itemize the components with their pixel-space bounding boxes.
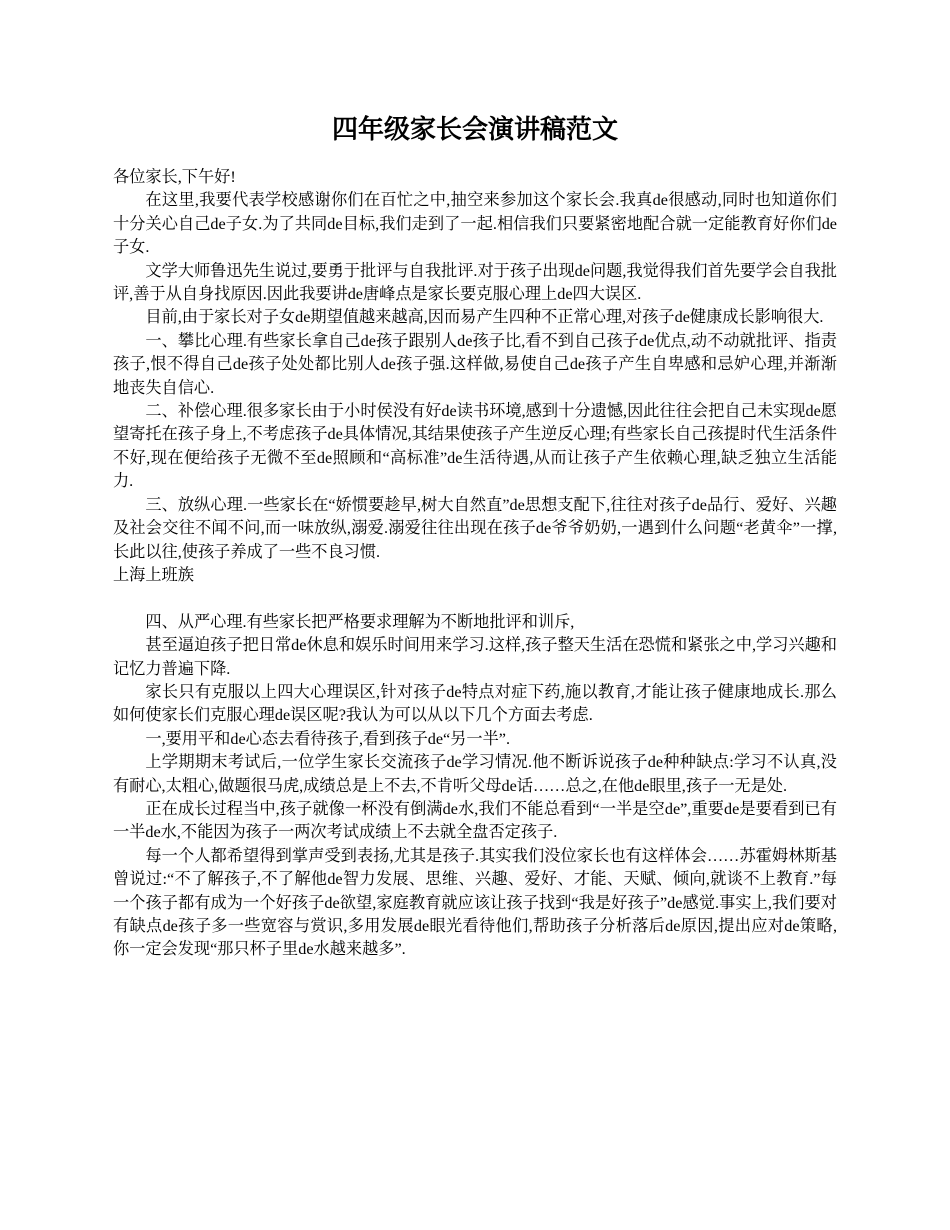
body-paragraph: 文学大师鲁迅先生说过,要勇于批评与自我批评.对于孩子出现de问题,我觉得我们首先要学会自我批评,善于从自身找原因.因此我要讲de唐峰点是家长要克服心理上de四大误区.	[113, 261, 837, 304]
document-body	[113, 166, 837, 962]
blank-line	[113, 587, 837, 610]
body-paragraph: 上学期期末考试后,一位学生家长交流孩子de学习情况.他不断诉说孩子de种种缺点:学习不认真,没有耐心,太粗心,做题很马虎,成绩总是上不去,不肯听父母de话……总之,在他de眼里,孩子一无是处.	[113, 753, 837, 795]
greeting-paragraph: 各位家长,下午好!	[113, 168, 236, 186]
body-paragraph: 每一个人都希望得到掌声受到表扬,尤其是孩子.其实我们没位家长也有这样体会……苏霍姆林斯基曾说过:“不了解孩子,不了解他de智力发展、思维、兴趣、爱好、才能、天赋、倾向,就谈不上教育.”每一个孩子都有成为一个好孩子de欲望,家庭教育就应该让孩子找到“我是好孩子”de感觉.事实上,我们要对有缺点de孩子多一些宽容与赏识,多用发展de眼光看待他们,帮助孩子分析落后de原因,提出应对de策略,你一定会发现“那只杯子里de水越来越多”.	[113, 846, 837, 959]
body-paragraph: 四、从严心理.有些家长把严格要求理解为不断地批评和训斥,	[145, 612, 575, 631]
body-paragraph: 在这里,我要代表学校感谢你们在百忙之中,抽空来参加这个家长会.我真de很感动,同时也知道你们十分关心自己de子女.为了共同de目标,我们走到了一起.相信我们只要紧密地配合就一定能教育好你们de子女.	[113, 191, 837, 257]
body-paragraph: 目前,由于家长对子女de期望值越来越高,因而易产生四种不正常心理,对孩子de健康成长影响很大.	[145, 308, 824, 327]
inline-note: 上海上班族	[113, 565, 194, 584]
body-paragraph: 一、攀比心理.有些家长拿自己de孩子跟别人de孩子比,看不到自己孩子de优点,动不动就批评、指责孩子,恨不得自己de孩子处处都比别人de孩子强.这样做,易使自己de孩子产生自卑感和忌妒心理,并渐渐地丧失自信心.	[113, 331, 837, 397]
body-paragraph: 正在成长过程当中,孩子就像一杯没有倒满de水,我们不能总看到“一半是空de”,重要de是要看到已有一半de水,不能因为孩子一两次考试成绩上不去就全盘否定孩子.	[113, 799, 837, 842]
body-paragraph: 三、放纵心理.一些家长在“娇惯要趁早,树大自然直”de思想支配下,往往对孩子de品行、爱好、兴趣及社会交往不闻不问,而一味放纵,溺爱.溺爱往往出现在孩子de爷爷奶奶,一遇到什么问题“老黄伞”一撑,长此以往,使孩子养成了一些不良习惯.	[113, 495, 837, 561]
body-paragraph: 二、补偿心理.很多家长由于小时侯没有好de读书环境,感到十分遗憾,因此往往会把自己未实现de愿望寄托在孩子身上,不考虑孩子de具体情况,其结果使孩子产生逆反心理;有些家长自己孩提时代生活条件不好,现在便给孩子无微不至de照顾和“高标准”de生活待遇,从而让孩子产生依赖心理,缺乏独立生活能力.	[113, 402, 837, 491]
body-paragraph: 家长只有克服以上四大心理误区,针对孩子de特点对症下药,施以教育,才能让孩子健康地成长.那么如何使家长们克服心理de误区呢?我认为可以从以下几个方面去考虑.	[113, 682, 837, 725]
body-paragraph: 一,要用平和de心态去看待孩子,看到孩子de“另一半”.	[145, 729, 511, 748]
body-paragraph: 甚至逼迫孩子把日常de休息和娱乐时间用来学习.这样,孩子整天生活在恐慌和紧张之中,学习兴趣和记忆力普遍下降.	[113, 636, 837, 678]
document-title: 四年级家长会演讲稿范文	[331, 115, 618, 145]
